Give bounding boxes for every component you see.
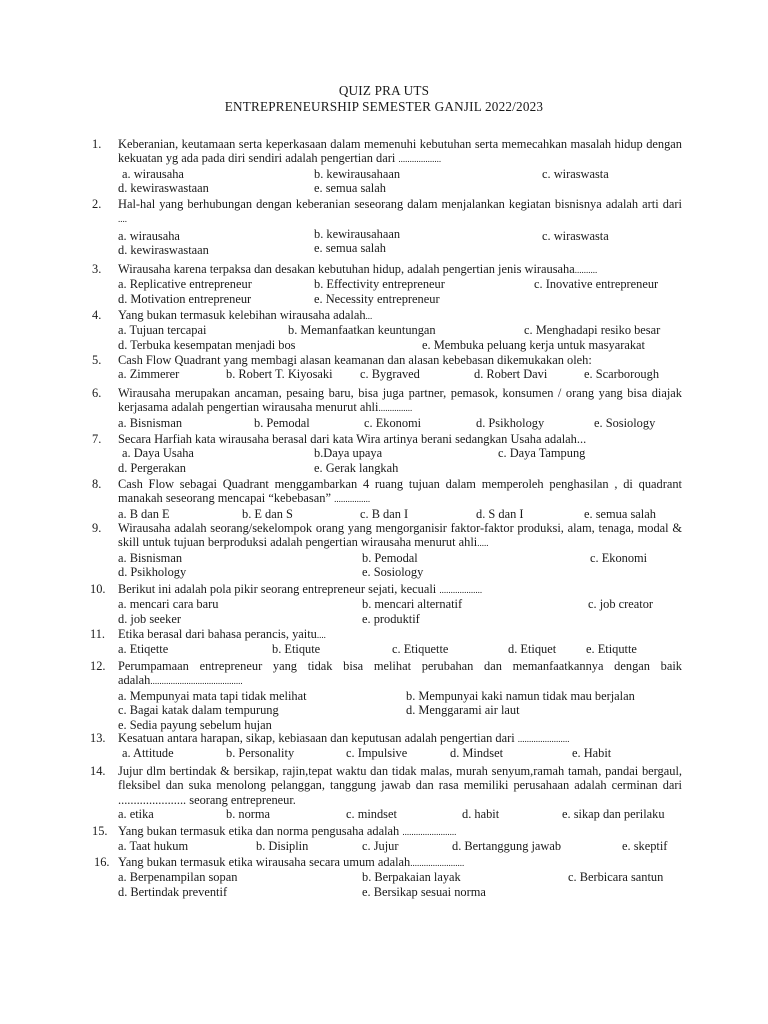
question-5	[92, 353, 682, 382]
question-14	[92, 764, 682, 822]
question-10	[92, 582, 682, 626]
option-e: e. Bersikap sesuai norma	[362, 884, 486, 899]
question-number: 15.	[92, 824, 108, 838]
option-row	[118, 551, 682, 565]
option-e: e. Necessity entrepreneur	[314, 291, 440, 306]
option-d: d. Bertindak preventif	[118, 884, 228, 899]
option-c: c. Daya Tampung	[498, 446, 586, 461]
option-a: a. Tujuan tercapai	[118, 323, 207, 338]
question-text: Berikut ini adalah pola pikir seorang entrepreneur sejati, kecuali ...................	[118, 582, 483, 596]
quiz-title: QUIZ PRA UTS	[338, 83, 430, 98]
question-12	[92, 659, 682, 732]
option-c: c. mindset	[346, 807, 397, 822]
option-a: a. Mempunyai mata tapi tidak melihat	[118, 688, 307, 703]
option-d: d. Etiquet	[508, 642, 557, 657]
option-c: c. job creator	[588, 597, 654, 612]
question-text: Etika berasal dari bahasa perancis, yaitu....	[118, 627, 326, 641]
question-number: 2.	[92, 197, 102, 211]
option-row	[118, 565, 682, 579]
option-d: d. Mindset	[450, 746, 504, 761]
option-a: a. Taat hukum	[118, 839, 189, 854]
option-a: a. wirausaha	[118, 228, 180, 243]
question-number: 3.	[92, 262, 102, 276]
option-d: d. Motivation entrepreneur	[118, 291, 252, 306]
option-a: a. etika	[118, 807, 154, 822]
option-row	[118, 597, 682, 611]
question-number: 1.	[92, 137, 102, 151]
question-text: Kesatuan antara harapan, sikap, kebiasaan dan keputusan adalah pengertian dari .......................	[118, 731, 570, 745]
question-number: 7.	[92, 432, 102, 446]
question-11	[92, 627, 682, 657]
option-b: b. Disiplin	[256, 839, 309, 854]
option-e: e. Scarborough	[584, 367, 660, 382]
question-text: Hal-hal yang berhubungan dengan keberanian seseorang dalam menjalankan kegiatan bisnisnya adalah arti dari ....	[118, 197, 682, 225]
option-a: a. Bisnisman	[118, 415, 183, 430]
question-9	[92, 521, 682, 580]
option-row	[118, 243, 682, 257]
option-row	[118, 181, 682, 195]
question-8	[92, 477, 682, 521]
question-text: Cash Flow Quadrant yang membagi alasan keamanan dan alasan kebebasan dikemukakan oleh:	[118, 353, 592, 367]
question-text: Perumpamaan entrepreneur yang tidak bisa melihat perubahan dan memanfaatkannya dengan baik adalah.........................................	[118, 659, 682, 688]
option-b: b. Mempunyai kaki namun tidak mau berjalan	[406, 688, 635, 703]
option-c: c. Etiquette	[392, 642, 449, 657]
question-text: Yang bukan termasuk etika dan norma pengusaha adalah ........................	[118, 824, 457, 838]
option-d: d. Psikhology	[118, 565, 187, 580]
question-text: Yang bukan termasuk etika wirausaha secara umum adalah........................	[118, 855, 465, 869]
option-a: a. wirausaha	[122, 166, 184, 181]
option-a: a. Daya Usaha	[122, 446, 194, 461]
option-b: b.Daya upaya	[314, 446, 383, 461]
option-e: e. semua salah	[584, 506, 656, 521]
option-row	[118, 416, 682, 430]
option-d: d. Pergerakan	[118, 460, 186, 475]
option-d: d. job seeker	[118, 611, 181, 626]
option-e: e. Etiqutte	[586, 642, 637, 657]
question-text: Secara Harfiah kata wirausaha berasal dari kata Wira artinya berani sedangkan Usaha adalah...	[118, 432, 587, 446]
option-row	[118, 323, 682, 337]
option-e: e. semua salah	[314, 181, 386, 196]
option-c: c. Bygraved	[360, 367, 420, 382]
option-b: b. Memanfaatkan keuntungan	[288, 323, 436, 338]
option-b: b. Pemodal	[254, 415, 310, 430]
option-row	[118, 338, 682, 352]
question-text: Keberanian, keutamaan serta keperkasaan dalam memenuhi kebutuhan serta memecahkan masalah hidup dengan kekuatan yg ada pada diri sendiri adalah pengertian dari ...................	[118, 137, 682, 166]
option-row	[118, 839, 682, 853]
question-number: 14.	[90, 764, 106, 778]
question-number: 11.	[90, 627, 106, 641]
question-3	[92, 262, 682, 306]
option-c: c. Inovative entrepreneur	[534, 277, 659, 292]
option-c: c. Impulsive	[346, 746, 408, 761]
question-16	[92, 855, 682, 899]
question-number: 12.	[90, 659, 106, 673]
question-text: Wirausaha karena terpaksa dan desakan kebutuhan hidup, adalah pengertian jenis wirausaha..........	[118, 262, 598, 276]
option-row	[118, 885, 682, 899]
question-number: 10.	[90, 582, 106, 596]
option-b: b. kewirausahaan	[314, 226, 401, 241]
option-e: e. Gerak langkah	[314, 460, 399, 475]
option-d: d. Terbuka kesempatan menjadi bos	[118, 337, 296, 352]
question-6	[92, 386, 682, 430]
option-row	[118, 642, 682, 656]
option-a: a. Zimmerer	[118, 367, 180, 382]
option-row	[118, 507, 682, 521]
option-c: c. Ekonomi	[590, 550, 648, 565]
option-b: b. Robert T. Kiyosaki	[226, 367, 333, 382]
question-7	[92, 432, 682, 475]
option-e: e. produktif	[362, 611, 420, 626]
option-row	[118, 167, 682, 181]
question-number: 5.	[92, 353, 102, 367]
question-number: 8.	[92, 477, 102, 491]
option-d: d. habit	[462, 807, 500, 822]
option-row	[118, 461, 682, 475]
option-d: d. Menggarami air laut	[406, 703, 520, 718]
option-a: a. Bisnisman	[118, 550, 183, 565]
option-b: b. mencari alternatif	[362, 597, 463, 612]
option-c: c. wiraswasta	[542, 166, 609, 181]
option-d: d. Robert Davi	[474, 367, 548, 382]
question-number: 13.	[90, 731, 106, 745]
option-a: a. Etiqette	[118, 642, 169, 657]
option-c: c. B dan I	[360, 506, 409, 521]
question-text: Wirausaha adalah seorang/sekelompok orang yang mengorganisir faktor-faktor produksi, alam, tenaga, modal & skill untuk tujuan berproduksi adalah pengertian wirausaha menurut ahli.....	[118, 521, 682, 550]
question-2	[92, 197, 682, 258]
option-d: d. kewiraswastaan	[118, 243, 209, 258]
option-row	[118, 277, 682, 291]
option-e: e. semua salah	[314, 241, 386, 256]
option-a: a. B dan E	[118, 506, 170, 521]
option-b: b. Personality	[226, 746, 295, 761]
option-d: d. kewiraswastaan	[118, 181, 209, 196]
question-number: 4.	[92, 308, 102, 322]
option-row	[118, 689, 682, 703]
option-c: c. Jujur	[362, 839, 399, 854]
question-number: 9.	[92, 521, 102, 535]
option-row	[118, 292, 682, 306]
option-b: b. E dan S	[242, 506, 293, 521]
option-row	[118, 367, 682, 381]
question-text: Yang bukan termasuk kelebihan wirausaha adalah...	[118, 308, 373, 322]
option-d: d. Bertanggung jawab	[452, 839, 562, 854]
option-e: e. skeptif	[622, 839, 668, 854]
option-c: c. wiraswasta	[542, 228, 609, 243]
option-c: c. Menghadapi resiko besar	[524, 323, 661, 338]
option-b: b. norma	[226, 807, 271, 822]
option-e: e. Sedia payung sebelum hujan	[118, 717, 272, 732]
option-e: e. Sosiology	[594, 415, 656, 430]
question-text: Jujur dlm bertindak & bersikap, rajin,tepat waktu dan tidak malas, murah senyum,ramah tamah, pandai bergaul, fleksibel dan suka menolong pelanggan, tanggung jawab dan rasa memiliki perusahaan adalah cerminan dari ...................... seorang entrepreneur.	[118, 764, 682, 807]
option-a: a. Attitude	[122, 746, 174, 761]
option-row	[118, 870, 682, 884]
question-number: 6.	[92, 386, 102, 400]
option-row	[118, 703, 682, 717]
option-row	[118, 718, 682, 732]
option-b: b. Etiqute	[272, 642, 321, 657]
option-c: c. Ekonomi	[364, 415, 422, 430]
option-b: b. Berpakaian layak	[362, 870, 461, 885]
question-13	[92, 731, 682, 761]
option-b: b. kewirausahaan	[314, 166, 401, 181]
question-number: 16.	[94, 855, 110, 869]
option-row	[118, 226, 682, 243]
question-1	[92, 137, 682, 196]
option-e: e. Sosiology	[362, 565, 424, 580]
option-d: d. Psikhology	[476, 415, 545, 430]
option-a: a. mencari cara baru	[118, 597, 219, 612]
option-e: e. sikap dan perilaku	[562, 807, 665, 822]
option-c: c. Berbicara santun	[568, 870, 664, 885]
quiz-subtitle: ENTREPRENEURSHIP SEMESTER GANJIL 2022/2023	[224, 99, 544, 114]
option-a: a. Replicative entrepreneur	[118, 277, 252, 292]
option-e: e. Habit	[572, 746, 612, 761]
question-15	[92, 824, 682, 854]
option-c: c. Bagai katak dalam tempurung	[118, 703, 279, 718]
question-text: Cash Flow sebagai Quadrant menggambarkan 4 ruang tujuan dalam memperoleh penghasilan , di quadrant manakah seseorang mencapai “kebebasan” ................	[118, 477, 682, 506]
option-row	[118, 746, 682, 760]
option-b: b. Effectivity entrepreneur	[314, 277, 445, 292]
option-a: a. Berpenampilan sopan	[118, 870, 238, 885]
option-row	[118, 807, 682, 821]
option-row	[118, 446, 682, 460]
option-e: e. Membuka peluang kerja untuk masyarakat	[422, 337, 645, 352]
option-d: d. S dan I	[476, 506, 524, 521]
option-b: b. Pemodal	[362, 550, 418, 565]
option-row	[118, 612, 682, 626]
question-text: Wirausaha merupakan ancaman, pesaing baru, bisa juga partner, pemasok, konsumen / orang yang bisa diajak kerjasama adalah pengertian wirausaha menurut ahli...............	[118, 386, 682, 415]
question-4	[92, 308, 682, 352]
